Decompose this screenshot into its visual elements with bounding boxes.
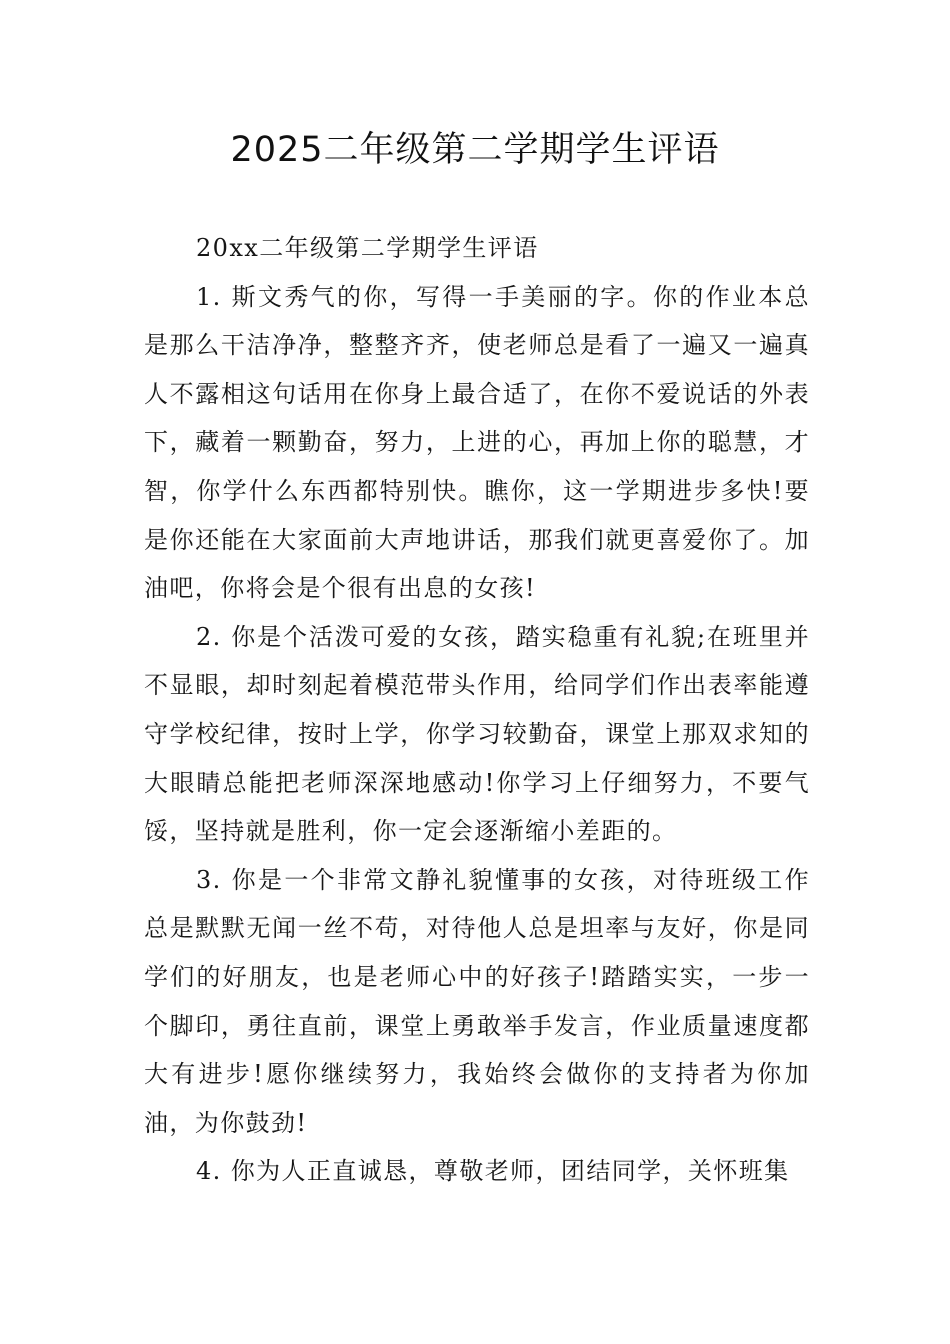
paragraph-comment-1: 1. 斯文秀气的你，写得一手美丽的字。你的作业本总是那么干洁净净，整整齐齐，使老师总是看了一遍又一遍真人不露相这句话用在你身上最合适了，在你不爱说话的外表下，藏着一颗勤奋，努力，上进的心，再加上你的聪慧，才智，你学什么东西都特别快。瞧你，这一学期进步多快!要是你还能在大家面前大声地讲话，那我们就更喜爱你了。加油吧，你将会是个很有出息的女孩! xyxy=(144,282,810,603)
paragraph-comment-3: 3. 你是一个非常文静礼貌懂事的女孩，对待班级工作总是默默无闻一丝不苟，对待他人总是坦率与友好，你是同学们的好朋友，也是老师心中的好孩子!踏踏实实，一步一个脚印，勇往直前，课堂上勇敢举手发言，作业质量速度都大有进步!愿你继续努力，我始终会做你的支持者为你加油，为你鼓劲! xyxy=(144,865,810,1137)
document-title: 2025二年级第二学期学生评语 xyxy=(230,130,720,170)
paragraph-subtitle: 20xx二年级第二学期学生评语 xyxy=(196,234,539,262)
document-body xyxy=(144,224,810,1196)
paragraph-comment-4: 4. 你为人正直诚恳，尊敬老师，团结同学，关怀班集 xyxy=(196,1157,790,1186)
paragraph-comment-2: 2. 你是个活泼可爱的女孩，踏实稳重有礼貌;在班里并不显眼，却时刻起着模范带头作用，给同学们作出表率能遵守学校纪律，按时上学，你学习较勤奋，课堂上那双求知的大眼睛总能把老师深深地感动!你学习上仔细努力，不要气馁，坚持就是胜利，你一定会逐渐缩小差距的。 xyxy=(144,622,810,846)
